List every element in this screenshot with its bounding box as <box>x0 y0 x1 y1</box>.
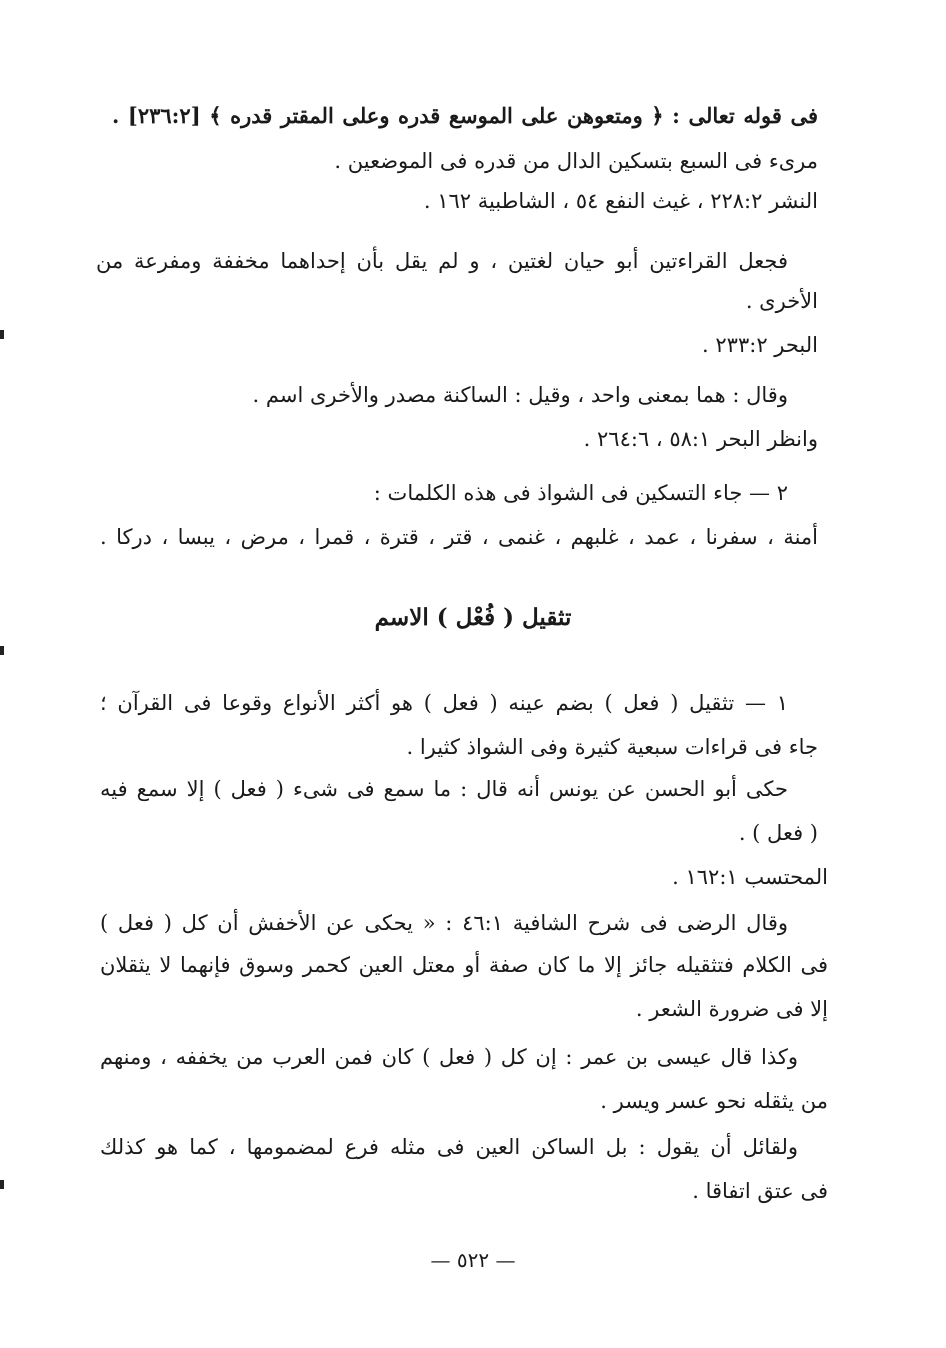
margin-mark <box>0 646 4 655</box>
text-line-6: البحر ٢٣٣:٢ . <box>702 333 818 357</box>
section-line-8: إلا فى ضرورة الشعر . <box>635 997 828 1021</box>
text-line-8: وانظر البحر ٥٨:١ ، ٢٦٤:٦ . <box>583 427 818 451</box>
text-line-5: الأخرى . <box>745 289 818 313</box>
section-line-10: من يثقله نحو عسر ويسر . <box>600 1089 828 1113</box>
page-number: — ٥٢٢ — <box>430 1248 516 1272</box>
text-line-9: ٢ — جاء التسكين فى الشواذ فى هذه الكلمات : <box>373 481 788 505</box>
text-line-2: مرىء فى السبع بتسكين الدال من قدره فى الموضعين . <box>334 149 818 173</box>
section-line-9: وكذا قال عيسى بن عمر : إن كل ( فعل ) كان فمن العرب من يخففه ، ومنهم <box>100 1045 798 1069</box>
section-line-2: جاء فى قراءات سبعية كثيرة وفى الشواذ كثيرا . <box>406 735 818 759</box>
section-line-12: فى عتق اتفاقا . <box>692 1179 828 1203</box>
margin-mark <box>0 330 4 339</box>
section-line-6: وقال الرضى فى شرح الشافية ٤٦:١ : « يحكى عن الأخفش أن كل ( فعل ) <box>100 911 789 935</box>
section-line-4: ( فعل ) . <box>738 821 818 845</box>
section-line-11: ولقائل أن يقول : بل الساكن العين فى مثله فرع لمضمومها ، كما هو كذلك <box>100 1135 798 1159</box>
section-line-1: ١ — تثقيل ( فعل ) بضم عينه ( فعل ) هو أكثر الأنواع وقوعا فى القرآن ؛ <box>100 691 788 715</box>
text-line-7: وقال : هما بمعنى واحد ، وقيل : الساكنة مصدر والأخرى اسم . <box>252 383 788 407</box>
text-line-10: أمنة ، سفرنا ، عمد ، غلبهم ، غنمى ، قتر ، قترة ، قمرا ، مرض ، يبسا ، دركا . <box>100 525 818 549</box>
text-line-4: فجعل القراءتين أبو حيان لغتين ، و لم يقل بأن إحداهما مخففة ومفرعة من <box>96 249 788 273</box>
text-line-3: النشر ٢٢٨:٢ ، غيث النفع ٥٤ ، الشاطبية ١٦٢ . <box>423 189 818 213</box>
margin-mark <box>0 1180 4 1189</box>
section-line-5: المحتسب ١٦٢:١ . <box>672 865 828 889</box>
section-title: تثقيل ( فُعْل ) الاسم <box>374 604 572 631</box>
section-line-3: حكى أبو الحسن عن يونس أنه قال : ما سمع فى شىء ( فعل ) إلا سمع فيه <box>100 777 788 801</box>
text-line-1: فى قوله تعالى : ﴿ ومتعوهن على الموسع قدره وعلى المقتر قدره ﴾ [٢٣٦:٢] . <box>112 103 818 128</box>
section-line-7: فى الكلام فتثقيله جائز إلا ما كان صفة أو معتل العين كحمر وسوق فإنهما لا يثقلان <box>100 953 828 977</box>
